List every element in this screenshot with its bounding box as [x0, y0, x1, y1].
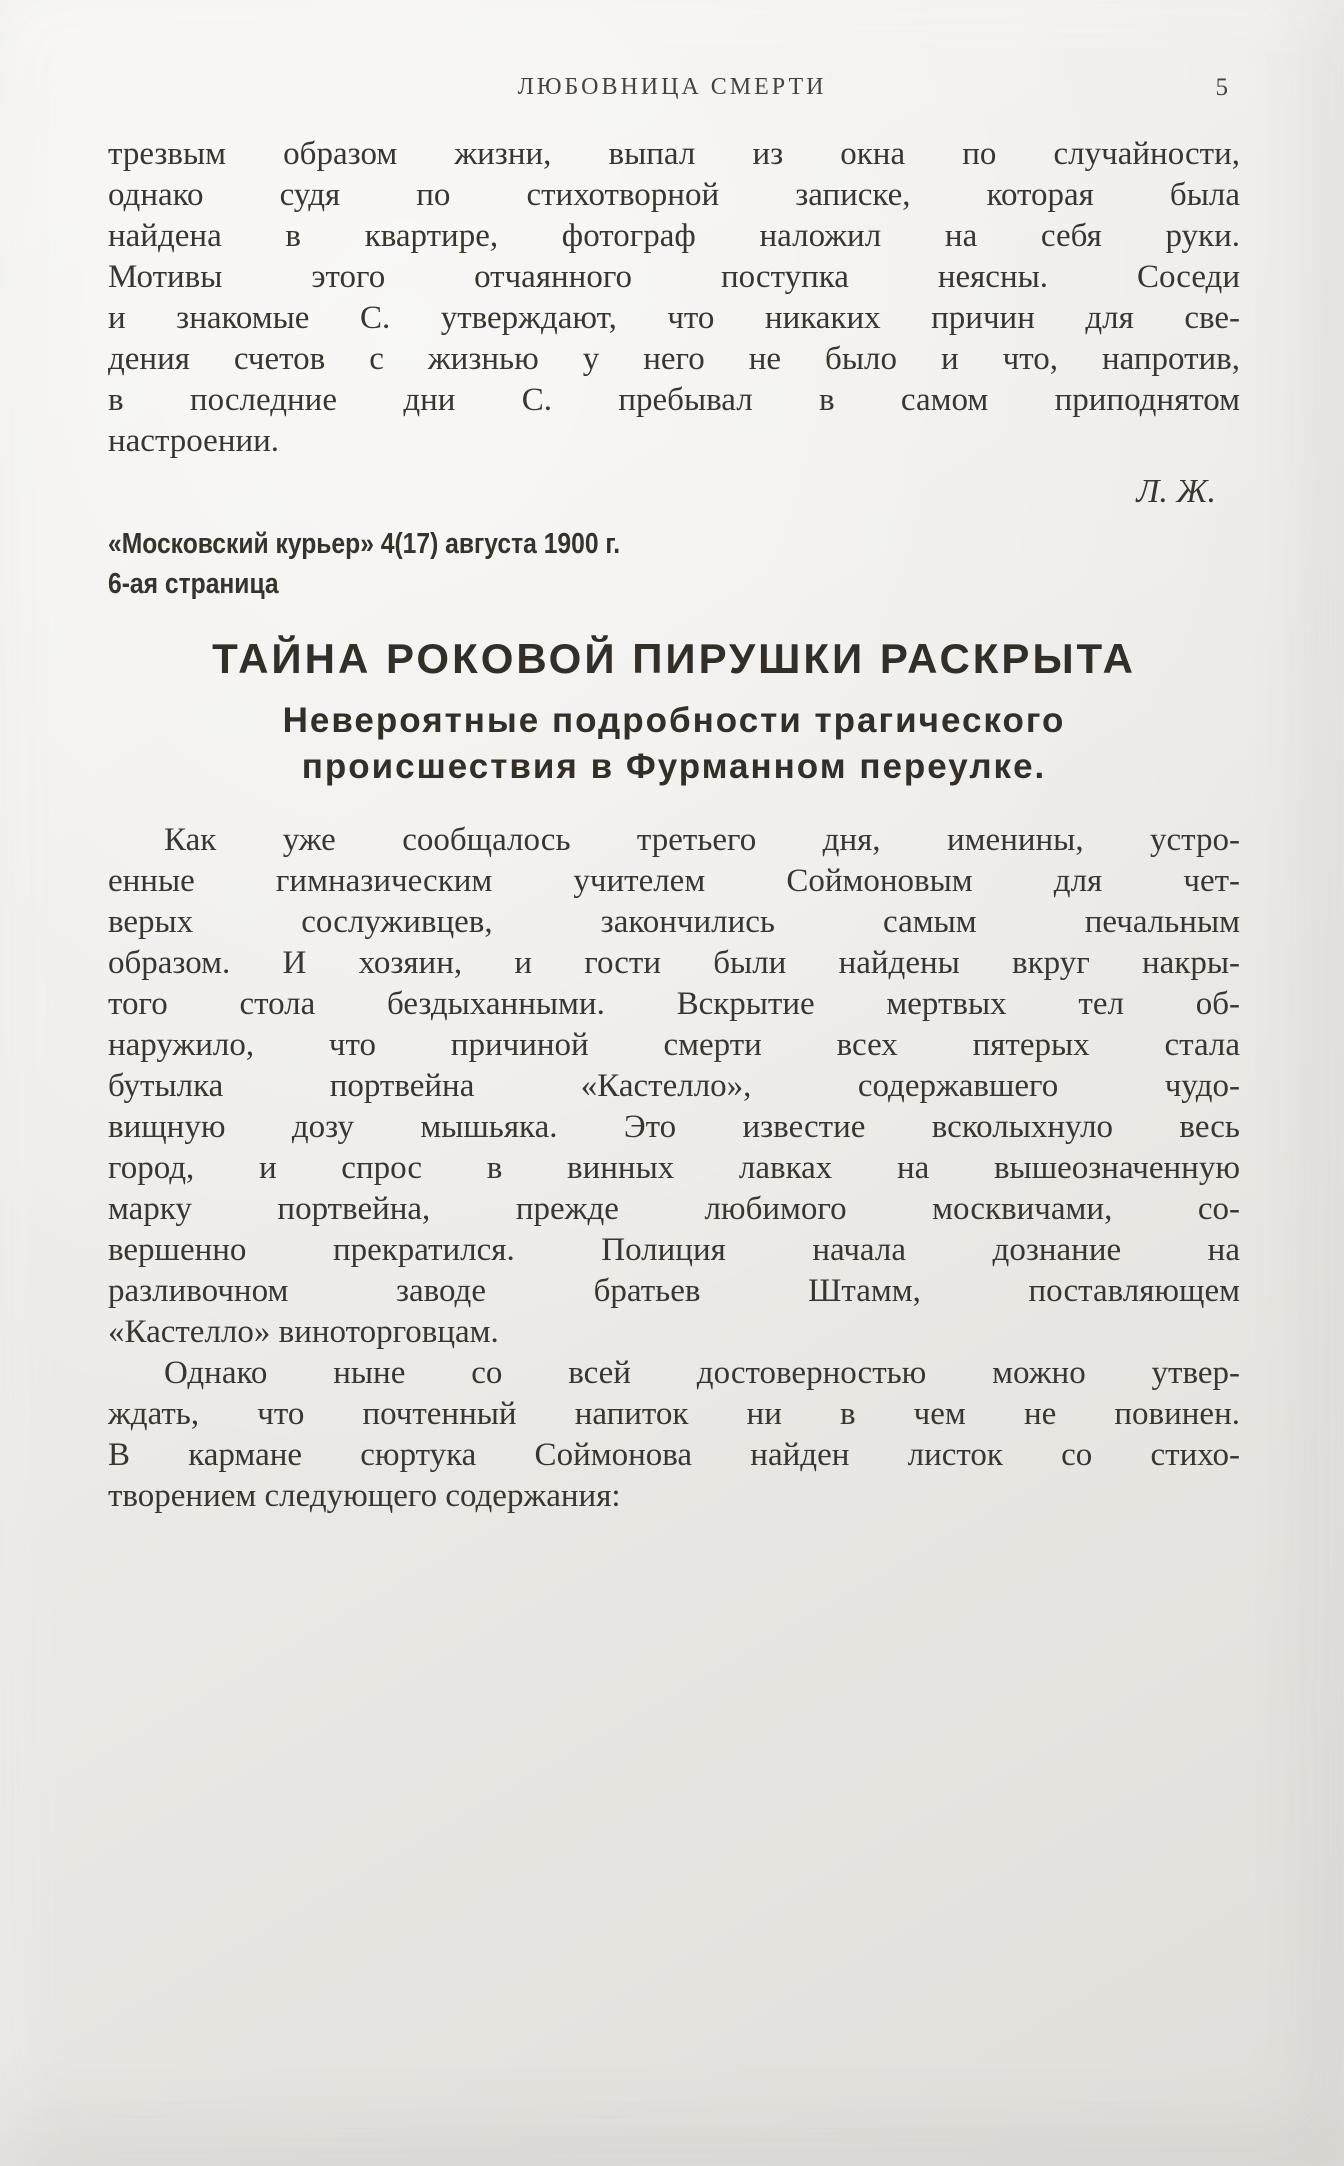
running-head: ЛЮБОВНИЦА СМЕРТИ [517, 74, 827, 100]
article-paragraph-1 [108, 820, 1240, 1353]
text-line: наружило, что причиной смерти всех пятерых стала [108, 1027, 1240, 1063]
text-line: бутылка портвейна «Кастелло», содержавшего чудо- [108, 1068, 1240, 1104]
text-line: настроении. [108, 423, 280, 459]
text-line: Однако ныне со всей достоверностью можно утвер- [164, 1355, 1240, 1391]
text-line: трезвым образом жизни, выпал из окна по случайности, [108, 136, 1240, 172]
text-line: дения счетов с жизнью у него не было и что, напротив, [108, 341, 1240, 377]
text-line: город, и спрос в винных лавках на вышеозначенную [108, 1150, 1240, 1186]
source-publication: «Московский курьер» 4(17) августа 1900 г. [108, 528, 621, 560]
page-content [108, 134, 1240, 1517]
text-line: «Кастелло» виноторговцам. [108, 1314, 499, 1350]
text-line: в последние дни С. пребывал в самом приподнятом [108, 382, 1240, 418]
obituary-signature: Л. Ж. [1136, 473, 1216, 510]
text-line: однако судя по стихотворной записке, которая была [108, 177, 1240, 213]
text-line: ждать, что почтенный напиток ни в чем не повинен. [108, 1396, 1240, 1432]
text-line: Мотивы этого отчаянного поступка неясны. Соседи [108, 259, 1240, 295]
article-headline: ТАЙНА РОКОВОЙ ПИРУШКИ РАСКРЫТА [212, 635, 1136, 682]
text-line: В кармане сюртука Соймонова найден листок со стихо- [108, 1437, 1240, 1473]
text-line: творением следующего содержания: [108, 1478, 621, 1514]
text-line: и знакомые С. утверждают, что никаких причин для све- [108, 300, 1240, 336]
article-paragraph-2 [108, 1353, 1240, 1517]
text-line: найдена в квартире, фотограф наложил на себя руки. [108, 218, 1240, 254]
page-number: 5 [1215, 74, 1228, 101]
obituary-paragraph [108, 134, 1240, 462]
text-line: енные гимназическим учителем Соймоновым для чет- [108, 863, 1240, 899]
text-line: Невероятные подробности трагического [282, 701, 1066, 740]
text-line: образом. И хозяин, и гости были найдены вкруг накры- [108, 945, 1240, 981]
text-line: вершенно прекратился. Полиция начала дознание на [108, 1232, 1240, 1268]
source-citation [108, 524, 1240, 604]
text-line: марку портвейна, прежде любимого москвичами, со- [108, 1191, 1240, 1227]
text-line: вищную дозу мышьяка. Это известие всколыхнуло весь [108, 1109, 1240, 1145]
text-line: происшествия в Фурманном переулке. [301, 747, 1047, 786]
text-line: разливочном заводе братьев Штамм, поставляющем [108, 1273, 1240, 1309]
text-line: того стола бездыханными. Вскрытие мертвых тел об- [108, 986, 1240, 1022]
article-subhead [108, 698, 1240, 790]
text-line: Как уже сообщалось третьего дня, именины, устро- [164, 822, 1240, 858]
text-line: верых сослуживцев, закончились самым печальным [108, 904, 1240, 940]
source-page-ref: 6-ая страница [108, 568, 279, 600]
